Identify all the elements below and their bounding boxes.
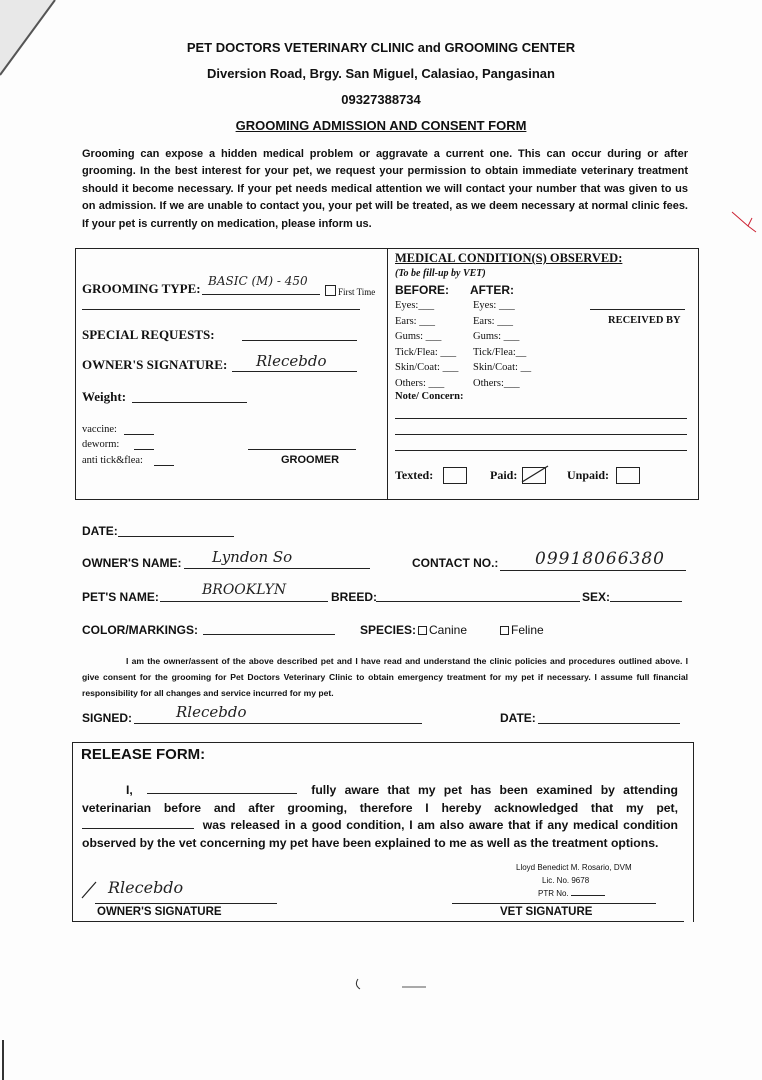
page-edge-line xyxy=(2,1040,4,1080)
antitick-line xyxy=(154,465,174,466)
vet-signature-line xyxy=(452,903,656,904)
first-time-checkbox[interactable] xyxy=(325,285,375,297)
received-by-label: RECEIVED BY xyxy=(608,315,681,326)
owner-signature-release-line xyxy=(95,903,277,904)
vaccine-label: vaccine: xyxy=(82,424,117,435)
owner-name-value[interactable]: Lyndon So xyxy=(212,548,293,566)
medical-title: MEDICAL CONDITION(S) OBSERVED: xyxy=(395,251,623,265)
sex-line xyxy=(610,601,682,602)
pet-name-line xyxy=(160,601,328,602)
signed-value[interactable]: Rlecebdo xyxy=(176,703,247,721)
clinic-name: PET DOCTORS VETERINARY CLINIC and GROOMING CENTER xyxy=(186,40,576,55)
breed-line xyxy=(376,601,580,602)
unpaid-checkbox[interactable] xyxy=(616,467,640,484)
color-markings-line xyxy=(203,634,335,635)
unpaid-label: Unpaid: xyxy=(567,468,610,482)
antitick-label: anti tick&flea: xyxy=(82,455,143,466)
pet-name-value[interactable]: BROOKLYN xyxy=(202,582,287,598)
before-label: BEFORE: xyxy=(395,283,449,297)
note-line-1 xyxy=(395,418,687,419)
after-list xyxy=(473,298,531,391)
owner-name-label: OWNER'S NAME: xyxy=(82,556,182,570)
medical-subtitle: (To be fill-up by VET) xyxy=(395,268,486,279)
before-item: Gums: ___ xyxy=(395,331,442,342)
special-requests-label: SPECIAL REQUESTS: xyxy=(82,327,215,342)
vet-ptr-label: PTR No. xyxy=(538,889,569,898)
deworm-line xyxy=(134,449,154,450)
clinic-phone: 09327388734 xyxy=(341,92,421,107)
vet-license: Lic. No. 9678 xyxy=(542,876,590,885)
before-item: Skin/Coat: ___ xyxy=(395,362,459,373)
feline-label: Feline xyxy=(511,623,544,637)
signed-date-label: DATE: xyxy=(500,711,536,725)
after-item: Gums: ___ xyxy=(473,331,520,342)
sex-label: SEX: xyxy=(582,590,611,604)
first-time-box[interactable] xyxy=(325,285,336,296)
contact-value[interactable]: 09918066380 xyxy=(535,549,665,569)
owner-signature-label: OWNER'S SIGNATURE: xyxy=(82,357,228,372)
canine-label: Canine xyxy=(429,623,468,637)
release-text-3: was released in a good condition, I am also aware that if any medical condition observed by the vet concerning my pet have been explained to me as well as the treatment options. xyxy=(82,818,678,850)
signed-date-line xyxy=(538,723,680,724)
groomer-label: GROOMER xyxy=(281,454,340,466)
note-line-2 xyxy=(395,434,687,435)
after-label: AFTER: xyxy=(470,283,514,297)
release-paragraph xyxy=(82,782,678,852)
date-line xyxy=(118,536,234,537)
special-requests-line xyxy=(242,340,357,341)
page-mark-icon xyxy=(352,975,432,995)
canine-checkbox[interactable] xyxy=(418,626,427,635)
release-pet-blank[interactable] xyxy=(82,828,194,829)
release-title: RELEASE FORM: xyxy=(81,746,206,763)
owner-name-line xyxy=(184,568,370,569)
clinic-address: Diversion Road, Brgy. San Miguel, Calasiao, Pangasinan xyxy=(207,66,555,81)
release-owner-signature-value[interactable]: Rlecebdo xyxy=(108,878,184,897)
grooming-type-value[interactable]: BASIC (M) - 450 xyxy=(208,274,308,288)
before-item: Others: ___ xyxy=(395,377,445,389)
before-item: Tick/Flea: ___ xyxy=(395,346,457,358)
weight-label: Weight: xyxy=(82,389,127,404)
grooming-type-line xyxy=(202,294,320,295)
species-label: SPECIES: xyxy=(360,623,417,637)
stray-mark-icon xyxy=(730,208,758,236)
after-item: Tick/Flea:__ xyxy=(473,346,527,358)
owner-signature-line xyxy=(232,371,357,372)
received-by-line xyxy=(590,309,685,310)
release-bottom-line xyxy=(72,921,684,922)
form-title: GROOMING ADMISSION AND CONSENT FORM xyxy=(235,118,527,133)
paid-check-mark-icon xyxy=(520,462,550,486)
before-item: Eyes:___ xyxy=(395,300,435,311)
release-owner-blank[interactable] xyxy=(147,793,297,794)
weight-line xyxy=(132,402,247,403)
feline-checkbox[interactable] xyxy=(500,626,509,635)
contact-line xyxy=(500,570,686,571)
groomer-line xyxy=(248,449,356,450)
release-text-2: fully aware that my pet has been examined by attending veterinarian before and after grooming, therefore I hereby acknowledged that my pet, xyxy=(82,783,679,815)
grooming-type-label: GROOMING TYPE: xyxy=(82,281,201,296)
vet-name: Lloyd Benedict M. Rosario, DVM xyxy=(516,863,632,872)
contact-label: CONTACT NO.: xyxy=(412,556,499,570)
before-list xyxy=(395,298,458,391)
signature-stroke-icon xyxy=(80,880,100,900)
vaccine-line xyxy=(124,434,154,435)
vet-ptr-blank xyxy=(571,895,605,896)
intro-paragraph: Grooming can expose a hidden medical problem or aggravate a current one. This can occur during or after grooming. In the best interest for your pet, we request your permission to obtain immediate veterinary treatment should it become necessary. If your pet needs medical attention we will contact your number that was given to us on admission. If we are unable to contact you, your pet will be treated, as we deem necessary at normal clinic fees. If your pet is currently on medication, please inform us. xyxy=(82,148,688,230)
signed-label: SIGNED: xyxy=(82,711,133,725)
owner-signature-value[interactable]: Rlecebdo xyxy=(256,352,327,370)
canine-option[interactable] xyxy=(418,623,467,637)
after-item: Ears: ___ xyxy=(473,315,513,327)
breed-label: BREED: xyxy=(331,590,378,604)
release-i: I, xyxy=(126,783,133,797)
note-label: Note/ Concern: xyxy=(395,391,464,402)
release-owner-signature-label: OWNER'S SIGNATURE xyxy=(97,906,222,918)
paid-label: Paid: xyxy=(490,468,518,482)
deworm-label: deworm: xyxy=(82,439,120,450)
after-item: Others:___ xyxy=(473,377,520,389)
consent-paragraph: I am the owner/assent of the above described pet and I have read and understand the clinic policies and procedures outlined above. I give consent for the grooming for Pet Doctors Veterinary Clinic to obtain emergency treatment for my pet if necessary. I assume full financial responsibility for all changes and service incurred for my pet. xyxy=(82,656,688,698)
after-item: Eyes: ___ xyxy=(473,300,515,311)
first-time-label: First Time xyxy=(338,287,376,297)
vet-signature-label: VET SIGNATURE xyxy=(500,906,593,918)
after-item: Skin/Coat: __ xyxy=(473,362,532,373)
texted-label: Texted: xyxy=(395,468,434,482)
feline-option[interactable] xyxy=(500,623,544,637)
color-markings-label: COLOR/MARKINGS: xyxy=(82,623,198,637)
pet-name-label: PET'S NAME: xyxy=(82,590,159,604)
texted-checkbox[interactable] xyxy=(443,467,467,484)
vet-ptr xyxy=(538,889,605,898)
grooming-extra-line xyxy=(82,309,360,310)
note-line-3 xyxy=(395,450,687,451)
box-divider xyxy=(387,248,388,500)
before-item: Ears: ___ xyxy=(395,315,435,327)
signed-line xyxy=(134,723,422,724)
date-label: DATE: xyxy=(82,524,118,538)
